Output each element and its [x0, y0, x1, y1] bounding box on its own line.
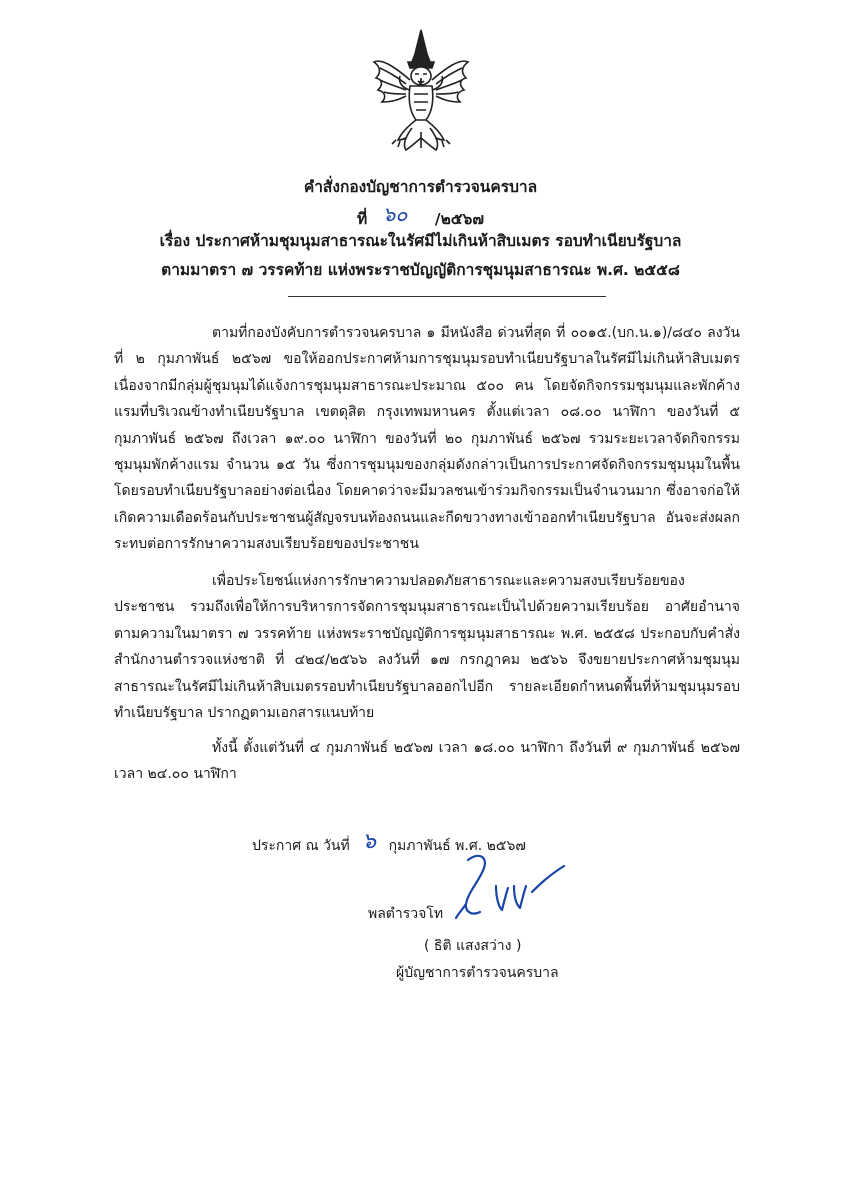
order-legal-basis: ตามมาตรา ๗ วรรคท้าย แห่งพระราชบัญญัติการชุมนุมสาธารณะ พ.ศ. ๒๕๕๘	[161, 261, 680, 279]
body-paragraph-1: ตามที่กองบังคับการตำรวจนครบาล ๑ มีหนังสือ ด่วนที่สุด ที่ ๐๐๑๕.(บก.น.๑)/๘๔๐ ลงวันที่ ๒ กุมภาพันธ์ ๒๕๖๗ ขอให้ออกประกาศห้ามการชุมนุมรอบทำเนียบรัฐบาลในรัศมีไม่เกินห้าสิบเมตร เนื่องจากมีกลุ่มผู้ชุมนุมได้แจ้งการชุมนุมสาธารณะประมาณ ๕๐๐ คน โดยจัดกิจกรรมชุมนุมและพักค้างแรมที่บริเวณข้างทำเนียบรัฐบาล เขตดุสิต กรุงเทพมหานคร ตั้งแต่เวลา ๐๘.๐๐ นาฬิกา ของวันที่ ๕ กุมภาพันธ์ ๒๕๖๗ ถึงเวลา ๑๙.๐๐ นาฬิกา ของวันที่ ๒๐ กุมภาพันธ์ ๒๕๖๗ รวมระยะเวลาจัดกิจกรรมชุมนุมพักค้างแรม จำนวน ๑๕ วัน ซึ่งการชุมนุมของกลุ่มดังกล่าวเป็นการประกาศจัดกิจกรรมชุมนุมในพื้นโดยรอบทำเนียบรัฐบาลอย่างต่อเนื่อง โดยคาดว่าจะมีมวลชนเข้าร่วมกิจกรรมเป็นจำนวนมาก ซึ่งอาจก่อให้เกิดความเดือดร้อนกับประชาชนผู้สัญจรบนท้องถนนและกีดขวางทางเข้าออกทำเนียบรัฐบาล อันจะส่งผลกระทบต่อการรักษาความสงบเรียบร้อยของประชาชน	[114, 325, 741, 553]
handwritten-signature	[448, 846, 578, 926]
announcement-prefix: ประกาศ ณ วันที่	[252, 838, 350, 854]
order-number-prefix: ที่	[356, 210, 368, 228]
order-number-suffix: /๒๕๖๗	[434, 210, 485, 228]
garuda-emblem-icon	[372, 28, 470, 153]
handwritten-order-number: ๖๐	[382, 202, 408, 226]
header-divider	[288, 296, 606, 297]
signatory-name: ( ธิติ แสงสว่าง )	[424, 938, 522, 954]
order-title: คำสั่งกองบัญชาการตำรวจนครบาล	[303, 178, 538, 196]
announcement-month-year: กุมภาพันธ์ พ.ศ. ๒๕๖๗	[388, 838, 526, 854]
signatory-position: ผู้บัญชาการตำรวจนครบาล	[396, 965, 559, 981]
body-paragraph-2: เพื่อประโยชน์แห่งการรักษาความปลอดภัยสาธารณะและความสงบเรียบร้อยของประชาชน รวมถึงเพื่อให้การบริหารการจัดการชุมนุมสาธารณะเป็นไปด้วยความเรียบร้อย อาศัยอำนาจตามความในมาตรา ๗ วรรคท้าย แห่งพระราชบัญญัติการชุมนุมสาธารณะ พ.ศ. ๒๕๕๘ ประกอบกับคำสั่งสำนักงานตำรวจแห่งชาติ ที่ ๔๒๔/๒๕๖๖ ลงวันที่ ๑๗ กรกฎาคม ๒๕๖๖ จึงขยายประกาศห้ามชุมนุมสาธารณะในรัศมีไม่เกินห้าสิบเมตรรอบทำเนียบรัฐบาลออกไปอีก รายละเอียดกำหนดพื้นที่ห้ามชุมนุมรอบทำเนียบรัฐบาล ปรากฏตามเอกสารแนบท้าย	[114, 573, 740, 722]
signatory-rank: พลตำรวจโท	[368, 906, 444, 922]
order-subject: เรื่อง ประกาศห้ามชุมนุมสาธารณะในรัศมีไม่เกินห้าสิบเมตร รอบทำเนียบรัฐบาล	[159, 232, 682, 250]
handwritten-day: ๖	[362, 829, 377, 854]
body-paragraph-3: ทั้งนี้ ตั้งแต่วันที่ ๔ กุมภาพันธ์ ๒๕๖๗ เวลา ๑๘.๐๐ นาฬิกา ถึงวันที่ ๙ กุมภาพันธ์ ๒๕๖๗ เวลา ๒๔.๐๐ นาฬิกา	[114, 740, 740, 783]
